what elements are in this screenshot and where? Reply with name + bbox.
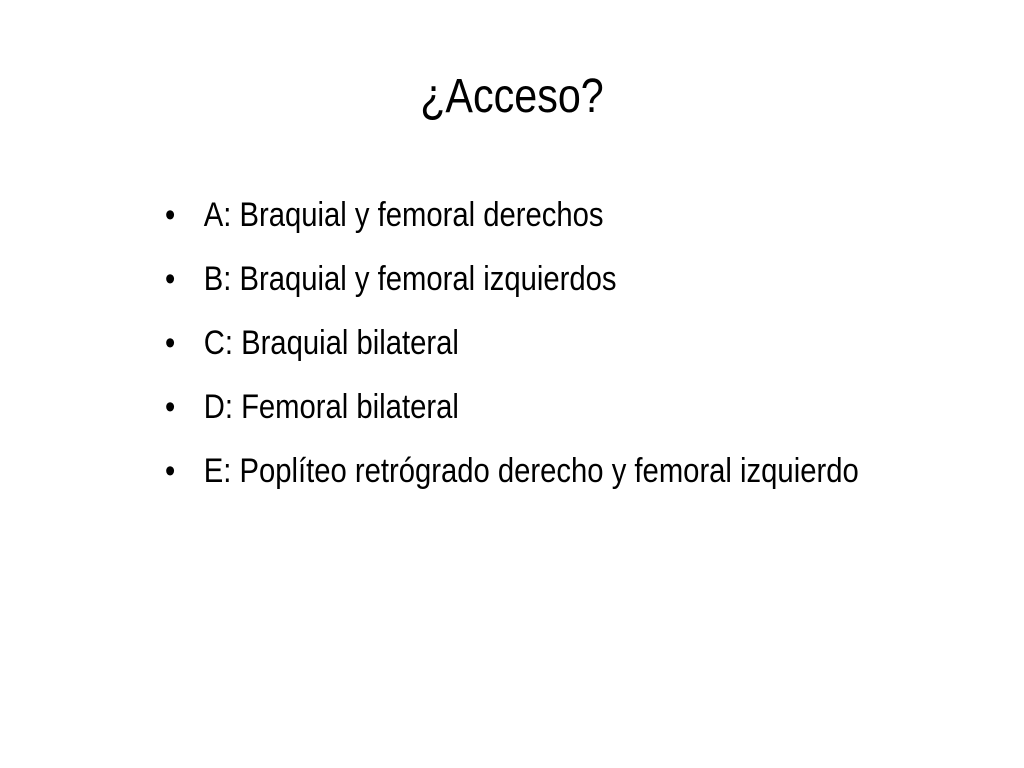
bullet-icon: • bbox=[165, 388, 176, 426]
list-item-text: E: Poplíteo retrógrado derecho y femoral izquierdo bbox=[203, 452, 859, 490]
list-item bbox=[165, 190, 943, 240]
bullet-icon: • bbox=[165, 324, 176, 362]
list-item-text: B: Braquial y femoral izquierdos bbox=[203, 260, 617, 298]
list-item-text: C: Braquial bilateral bbox=[203, 324, 459, 362]
list-item-text: D: Femoral bilateral bbox=[203, 388, 459, 426]
bullet-list bbox=[165, 190, 925, 510]
list-item-text: A: Braquial y femoral derechos bbox=[203, 196, 604, 234]
slide-title: ¿Acceso? bbox=[420, 70, 604, 123]
bullet-icon: • bbox=[165, 196, 176, 234]
bullet-icon: • bbox=[165, 260, 176, 298]
list-item bbox=[165, 382, 943, 432]
list-item bbox=[165, 254, 943, 304]
list-item bbox=[165, 446, 892, 496]
bullet-icon: • bbox=[165, 452, 176, 490]
list-item bbox=[165, 318, 943, 368]
